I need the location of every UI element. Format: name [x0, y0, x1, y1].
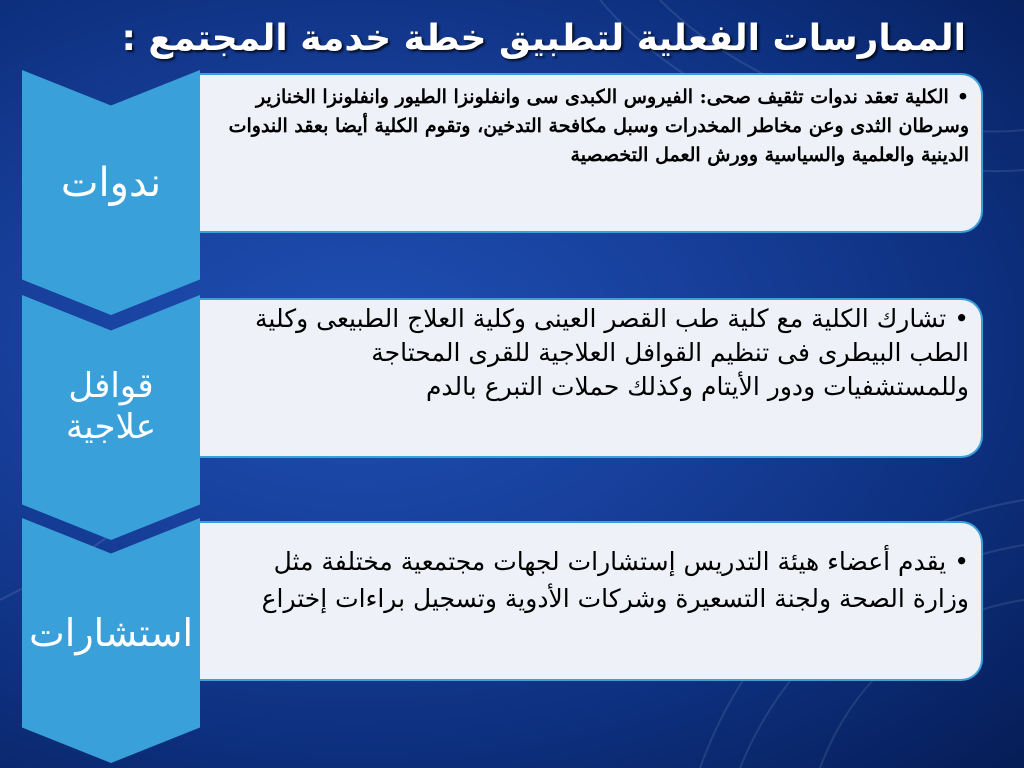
section-label-seminars: ندوات: [60, 160, 162, 206]
section-label-consultations: استشارات: [28, 611, 194, 655]
section-description: يقدم أعضاء هيئة التدريس إستشارات لجهات مجتمعية مختلفة مثل وزارة الصحة ولجنة التسعيرة وشركات الأدوية وتسجيل براءات إختراع: [261, 547, 969, 613]
section-label-line-1: قوافل: [68, 366, 154, 406]
section-text: [228, 302, 969, 404]
section-card-medical-convoys: [200, 298, 983, 458]
section-label-medical-convoys: [22, 366, 200, 448]
section-label-line-2: علاجية: [65, 406, 157, 447]
bullet-icon: •: [954, 304, 969, 333]
section-text: [228, 543, 969, 617]
slide-title: الممارسات الفعلية لتطبيق خطة خدمة المجتمع :: [121, 18, 966, 59]
bullet-icon: •: [956, 86, 969, 108]
section-card-seminars: [200, 73, 983, 233]
bullet-icon: •: [954, 547, 969, 576]
section-description: الكلية تعقد ندوات تثقيف صحى: الفيروس الكبدى سى وانفلونزا الطيور وانفلونزا الخنازير وسرطان الثدى وعن مخاطر المخدرات وسبل مكافحة التدخين، وتقوم الكلية أيضا بعقد الندوات الدينية والعلمية والسياسية وورش العمل التخصصية: [228, 86, 969, 166]
section-text: [228, 83, 969, 170]
section-card-consultations: [200, 521, 983, 681]
section-description: تشارك الكلية مع كلية طب القصر العينى وكلية العلاج الطبيعى وكلية الطب البيطرى فى تنظيم القوافل العلاجية للقرى المحتاجة وللمستشفيات ودور الأيتام وكذلك حملات التبرع بالدم: [255, 304, 969, 401]
